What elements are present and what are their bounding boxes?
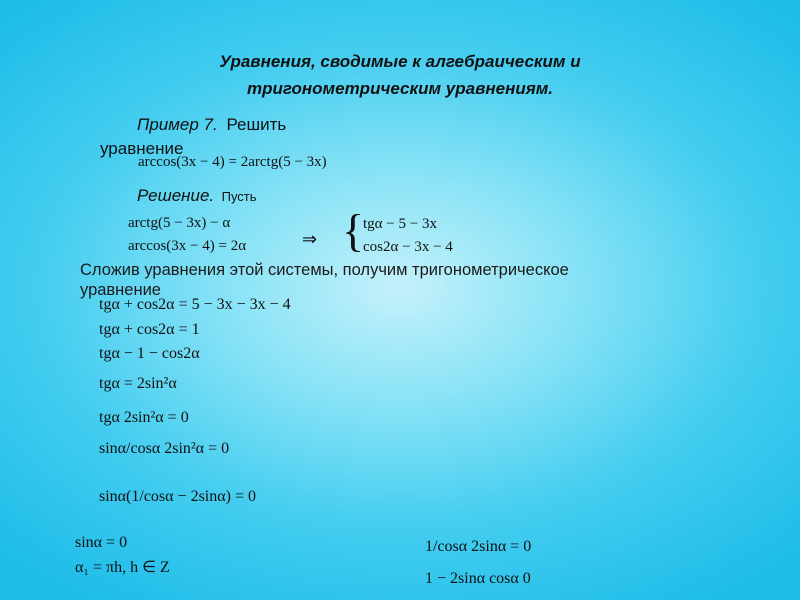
example-task: Решить xyxy=(226,115,287,134)
step-7: sinα(1/cosα − 2sinα) = 0 xyxy=(99,488,256,505)
example-label: Пример 7. xyxy=(137,115,218,134)
solution-1-line-2: α₁ = πh, h ∈ Z xyxy=(75,559,170,576)
implies-arrow: ⇒ xyxy=(302,229,318,249)
system-brace: { xyxy=(342,205,365,256)
slide-title-line2: тригонометрическим уравнениям. xyxy=(246,79,554,98)
substitution-def-2: arccos(3x − 4) = 2α xyxy=(128,238,247,254)
step-4: tgα = 2sin²α xyxy=(99,375,177,392)
slide-title-line1: Уравнения, сводимые к алгебраическим и xyxy=(219,52,581,71)
main-equation: arccos(3x − 4) = 2arctg(5 − 3x) xyxy=(138,154,327,170)
step-2: tgα + cos2α = 1 xyxy=(99,321,200,338)
step-1: tgα + cos2α = 5 − 3x − 3x − 4 xyxy=(99,296,291,313)
solution-label: Решение. xyxy=(137,186,215,205)
sum-text-line1: Сложив уравнения этой системы, получим тригонометрическое xyxy=(80,261,569,279)
solution-heading xyxy=(137,186,257,206)
example-task-line2: уравнение xyxy=(100,139,184,158)
sum-text-line2: уравнение xyxy=(80,281,161,299)
solution-1-line-1: sinα = 0 xyxy=(75,534,128,551)
step-3: tgα − 1 − cos2α xyxy=(99,345,200,362)
solution-let: Пусть xyxy=(221,189,257,204)
system-equation-1: tgα − 5 − 3x xyxy=(363,216,437,232)
example-heading xyxy=(137,115,286,135)
solution-2-line-2: 1 − 2sinα cosα 0 xyxy=(425,570,531,587)
solution-2-line-1: 1/cosα 2sinα = 0 xyxy=(425,538,532,555)
step-6: sinα/cosα 2sin²α = 0 xyxy=(99,440,230,457)
system-equation-2: cos2α − 3x − 4 xyxy=(363,239,453,255)
substitution-def-1: arctg(5 − 3x) − α xyxy=(128,215,231,231)
step-5: tgα 2sin²α = 0 xyxy=(99,409,189,426)
